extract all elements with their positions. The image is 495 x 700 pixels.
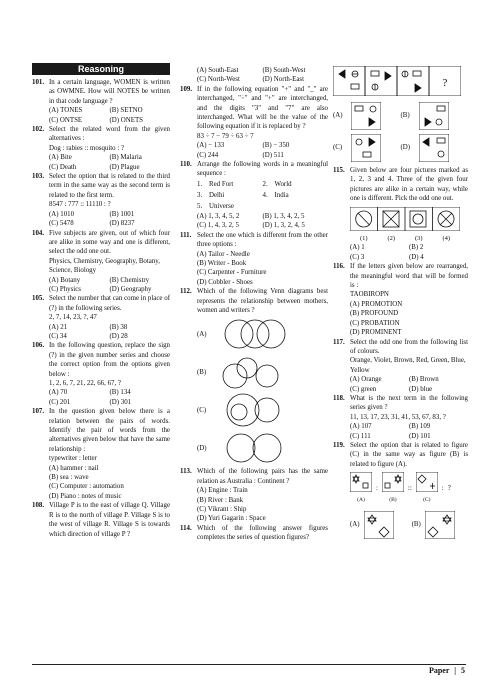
list-item: Red Fort (209, 180, 234, 188)
options-103 (32, 210, 170, 229)
option[interactable]: (C) Computer : automation (49, 483, 124, 491)
options-109 (180, 141, 328, 160)
option[interactable]: (A) − 133 (197, 142, 225, 150)
option-label: (A) (350, 521, 360, 529)
option[interactable]: (A) Tailor - Needle (197, 250, 250, 258)
options-116 (333, 300, 468, 338)
option[interactable]: (D) blue (409, 385, 433, 393)
option[interactable]: (B) Malaria (109, 154, 142, 162)
option[interactable]: (B) 2 (409, 244, 424, 252)
question-102 (32, 125, 170, 144)
figure-label: (A) (357, 496, 365, 503)
question-number: 102. (32, 126, 45, 134)
option[interactable]: (A) hammer : nail (49, 464, 99, 472)
question-101 (32, 78, 170, 106)
options-111 (180, 250, 328, 288)
option[interactable]: (B) Chemistry (109, 276, 150, 284)
question-number: 107. (32, 408, 45, 416)
question-line: 1, 2, 6, 7, 21, 22, 66, 67, ? (49, 380, 121, 387)
option[interactable]: (A) PROMOTION (350, 300, 403, 308)
option[interactable]: (C) 5478 (49, 220, 74, 228)
option[interactable]: (A) Bite (49, 154, 72, 162)
question-104 (32, 229, 170, 257)
options-106 (32, 388, 170, 407)
question-line: typewriter : letter (49, 455, 97, 463)
question-108 (32, 501, 170, 539)
question-mark: ? (442, 77, 448, 89)
option[interactable]: (C) 201 (49, 398, 71, 406)
options-108 (180, 66, 328, 85)
question-number: 118. (333, 394, 345, 402)
option[interactable]: (C) 1, 4, 3, 2, 5 (197, 222, 239, 230)
question-119 (333, 441, 468, 469)
options-102 (32, 153, 170, 172)
figure-label: (B) (389, 496, 397, 503)
question-115 (333, 166, 468, 204)
option[interactable]: (D) Piano : notes of music (49, 492, 122, 500)
question-mark: ? (447, 484, 451, 492)
question-text: Five subjects are given, out of which four are alike in some way and one is different, select the odd one out. (49, 229, 170, 256)
answer-figure-a[interactable] (333, 102, 401, 130)
option[interactable]: (B) Brown (409, 376, 439, 384)
option[interactable]: (C) PROBATION (350, 319, 400, 327)
option-label: (C) (197, 406, 207, 414)
options-115 (333, 243, 468, 262)
option[interactable]: (B) PROFOUND (350, 310, 399, 318)
option[interactable]: (A) 21 (49, 323, 68, 331)
question-number: 112. (180, 288, 192, 296)
question-text: In the following question, replace the sign (?) in the given number series and choose the correct option from the options given below : (49, 342, 170, 378)
list-item: Delhi (209, 191, 225, 199)
venn-option-d[interactable] (180, 429, 328, 467)
option[interactable]: (C) North-West (197, 76, 240, 84)
picture-labels (350, 234, 460, 243)
option[interactable]: (D) 4 (409, 253, 424, 261)
answer-figure-b[interactable] (412, 511, 455, 539)
question-105 (32, 294, 170, 313)
footer-separator: | (454, 666, 456, 675)
question-line: Physics, Chemistry, Geography, Botany, Science, Biology (49, 257, 161, 275)
question-113 (180, 467, 328, 486)
question-number: 115. (333, 167, 345, 174)
question-text: Select the option that is related to figure (C) in the same way as figure (B) is related to figure (A). (350, 441, 468, 468)
picture-label: (4) (442, 235, 451, 243)
question-line: 83 ÷ 7 − 79 ÷ 63 ÷ 7 (197, 132, 254, 140)
question-line: 2, 7, 14, 23, ?, 47 (49, 314, 97, 322)
question-text: Arrange the following words in a meaningful sequence : (197, 161, 328, 178)
answer-figures-119 (333, 511, 468, 539)
option[interactable]: (C) Vikrant : Ship (197, 505, 247, 513)
option[interactable]: (A) 107 (350, 423, 372, 431)
picture-label: (2) (387, 235, 396, 243)
odd-one-out-figures (350, 207, 460, 231)
page-number: 5 (461, 666, 465, 675)
question-number: 114. (180, 524, 192, 532)
answer-figure-a-image (351, 102, 381, 130)
option[interactable]: (C) ONTSE (49, 116, 83, 124)
question-text: If in the following equation "+" and "_" are interchanged, "÷" and "+" are interchanged, and the digits "3" and "7" are also interchanged. What will be the value of the following equation if it is replaced by ? (197, 85, 328, 131)
option[interactable]: (A) Orange (350, 376, 382, 384)
option[interactable]: (B) 38 (109, 323, 128, 331)
question-number: 113. (180, 468, 192, 476)
option-label: (A) (333, 112, 343, 120)
options-113 (180, 486, 328, 524)
list-number: 4. (262, 191, 268, 199)
options-104 (32, 276, 170, 295)
option[interactable]: (B) 1001 (109, 210, 135, 218)
question-103 (32, 172, 170, 200)
question-107 (32, 407, 170, 454)
question-line: 8547 : 777 :: 11110 : ? (49, 201, 111, 209)
option[interactable]: (C) green (350, 385, 377, 393)
option[interactable]: (A) Engine : Train (197, 487, 248, 495)
column-3 (333, 66, 468, 539)
option[interactable]: (B) South-West (262, 67, 306, 74)
footer-rule (32, 664, 466, 665)
list-number: 5. (197, 202, 203, 210)
question-112 (180, 287, 328, 315)
option[interactable]: (D) Geography (109, 285, 152, 293)
venn-diagram-d (217, 430, 297, 466)
option[interactable]: (D) 1, 3, 2, 4, 5 (262, 222, 305, 230)
option[interactable]: (C) 111 (350, 432, 371, 440)
question-text: In the question given below there is a relation between the pairs of words. Identify the pair of words from the alternatives given below that have the same relationship : (49, 408, 170, 453)
options-117 (333, 375, 468, 394)
answer-figure-c[interactable] (333, 134, 401, 162)
option[interactable]: (B) − 350 (262, 142, 290, 150)
column-1 (32, 63, 170, 539)
option-label: (D) (400, 144, 411, 152)
question-number: 103. (32, 173, 45, 181)
option-label: (B) (400, 112, 410, 120)
question-116 (333, 262, 468, 290)
question-number: 119. (333, 441, 345, 449)
answer-figure-b[interactable] (401, 102, 469, 130)
figure-a-image (350, 472, 372, 492)
options-105 (32, 323, 170, 342)
pictures-115 (333, 207, 468, 244)
option-label: (B) (197, 368, 207, 376)
answer-figures-114 (333, 102, 468, 162)
question-text: What is the next term in the following series given ? (350, 394, 468, 412)
question-text: In a certain language, WOMEN is written as OWMNE. How will NOTES be written in that code language ? (49, 79, 170, 105)
figure-c (416, 472, 438, 505)
list-item: World (274, 180, 292, 188)
list-item: India (274, 191, 289, 199)
option[interactable]: (A) 1, 3, 4, 5, 2 (197, 212, 240, 220)
question-text: Which of the following Venn diagrams best represents the relationship between mothers, women and writers ? (197, 288, 328, 314)
question-text: Select the odd one from the following list of colours. (350, 338, 468, 355)
question-figures-119 (333, 472, 468, 505)
picture-label: (3) (414, 235, 423, 243)
ratio-separator: : (376, 484, 378, 492)
option[interactable]: (A) South-East (197, 67, 239, 74)
venn-option-a[interactable] (180, 315, 328, 353)
question-109 (180, 85, 328, 132)
option[interactable]: (C) Physics (49, 285, 81, 293)
question-number: 110. (180, 161, 192, 169)
option[interactable]: (D) Cobbler - Shoes (197, 278, 253, 286)
options-110 (180, 212, 328, 231)
option[interactable]: (C) Death (49, 163, 77, 171)
option[interactable]: (B) 1, 3, 4, 2, 5 (262, 212, 305, 220)
option[interactable]: (A) Botany (49, 276, 81, 284)
option[interactable]: (D) Plague (109, 163, 140, 171)
list-number: 3. (197, 191, 203, 199)
question-number: 106. (32, 342, 45, 350)
options-118 (333, 422, 468, 441)
answer-figure-d[interactable] (401, 134, 469, 162)
question-text: Which of the following pairs has the same relation as Australia : Continent ? (197, 468, 328, 485)
question-line: Orange, Violet, Brown, Red, Green, Blue, Yellow (350, 357, 466, 374)
list-number: 2. (262, 180, 268, 188)
pattern-figure (333, 66, 461, 96)
list-item: Universe (209, 202, 234, 210)
figure-c-image (416, 472, 438, 492)
ratio-separator: :: (407, 484, 412, 492)
question-106 (32, 341, 170, 379)
option[interactable]: (A) 70 (49, 389, 68, 397)
column-2 (180, 66, 328, 543)
option[interactable]: (D) 8237 (109, 220, 135, 228)
answer-figure-b-image (425, 511, 455, 539)
question-number: 101. (32, 79, 45, 86)
question-118 (333, 394, 468, 413)
option[interactable]: (B) SETNO (109, 107, 143, 115)
question-line: TAOBIROPN (350, 291, 389, 299)
option[interactable]: (D) ONETS (109, 116, 143, 124)
section-title: Reasoning (32, 63, 170, 75)
answer-figure-b-image (419, 102, 449, 130)
question-text: Select the one which is different from the other three options : (197, 231, 328, 249)
picture-label: (1) (359, 235, 368, 243)
question-number: 105. (32, 295, 45, 303)
figure-b (382, 472, 404, 505)
question-text: Village P is to the east of village Q. Village R is to the north of village P. Village S is to the west of village R. Village S is towards which direction of village P ? (49, 502, 170, 538)
venn-option-b[interactable] (180, 353, 328, 391)
option[interactable]: (A) TONES (49, 107, 83, 115)
question-111 (180, 231, 328, 250)
venn-diagram-c (217, 392, 297, 428)
list-number: 1. (197, 180, 203, 188)
option[interactable]: (B) 134 (109, 389, 131, 397)
option[interactable]: (C) 244 (197, 151, 219, 159)
figure-label: (C) (423, 496, 431, 503)
question-text: Select the related word from the given alternatives : (49, 126, 170, 143)
option[interactable]: (D) 301 (109, 398, 132, 406)
question-number: 108. (32, 502, 45, 510)
option[interactable]: (D) 101 (409, 432, 431, 440)
question-117 (333, 338, 468, 357)
question-number: 116. (333, 263, 345, 271)
option-label: (C) (333, 144, 343, 152)
question-number: 109. (180, 85, 193, 93)
figure-b-image (382, 472, 404, 492)
option[interactable]: (B) sea : wave (49, 474, 89, 482)
option[interactable]: (C) Carpenter - Furniture (197, 269, 267, 277)
question-line: Dog : rabies :: mosquito : ? (49, 144, 125, 152)
venn-option-c[interactable] (180, 391, 328, 429)
figure-a (350, 472, 372, 505)
question-line: 11, 13, 17, 23, 31, 41, 53, 67, 83, ? (350, 413, 446, 421)
option[interactable]: (B) Writer - Book (197, 259, 247, 267)
venn-diagram-b (217, 354, 297, 390)
option-label: (B) (411, 521, 421, 529)
question-114 (180, 524, 328, 543)
question-text: Which of the following answer figures completes the series of question figures? (197, 524, 328, 542)
option[interactable]: (A) 1 (350, 244, 365, 252)
question-110 (180, 160, 328, 179)
page-footer (429, 666, 465, 675)
option-label: (A) (197, 330, 207, 338)
option[interactable]: (B) 109 (409, 423, 431, 431)
question-number: 111. (180, 231, 192, 239)
option[interactable]: (D) 511 (262, 151, 284, 159)
answer-figure-c-image (351, 134, 381, 162)
question-text: Select the option that is related to the third term in the same way as the second term is related to the first term. (49, 173, 170, 199)
option[interactable]: (C) 3 (350, 253, 365, 261)
answer-figure-a[interactable] (350, 511, 394, 539)
answer-figure-a-image (364, 511, 394, 539)
question-text: If the letters given below are rearranged, the meaningful word that will be formed is : (350, 263, 468, 290)
option[interactable]: (B) River : Bank (197, 496, 244, 504)
question-number: 117. (333, 338, 345, 346)
option[interactable]: (D) PROMINENT (350, 329, 402, 337)
question-number: 104. (32, 229, 45, 237)
options-107 (32, 464, 170, 502)
option-label: (D) (197, 444, 207, 452)
question-figures-114 (333, 66, 468, 96)
option[interactable]: (D) 28 (109, 332, 128, 340)
option[interactable]: (A) 1010 (49, 210, 75, 218)
question-text: Select the number that can come in place of (?) in the following series. (49, 295, 170, 312)
ratio-separator: : (441, 484, 444, 492)
options-101 (32, 106, 170, 125)
question-text: Given below are four pictures marked as 1, 2, 3 and 4. Three of the given four pictures are alike in a certain way, while one is different. Pick the odd one out. (350, 167, 468, 203)
word-list (180, 179, 328, 212)
footer-label: Paper (428, 666, 450, 675)
option[interactable]: (C) 34 (49, 332, 67, 340)
option[interactable]: (D) North-East (262, 76, 305, 84)
option[interactable]: (D) Yuri Gagarin : Space (197, 515, 266, 523)
answer-figure-d-image (419, 134, 449, 162)
venn-diagram-a (217, 316, 297, 352)
